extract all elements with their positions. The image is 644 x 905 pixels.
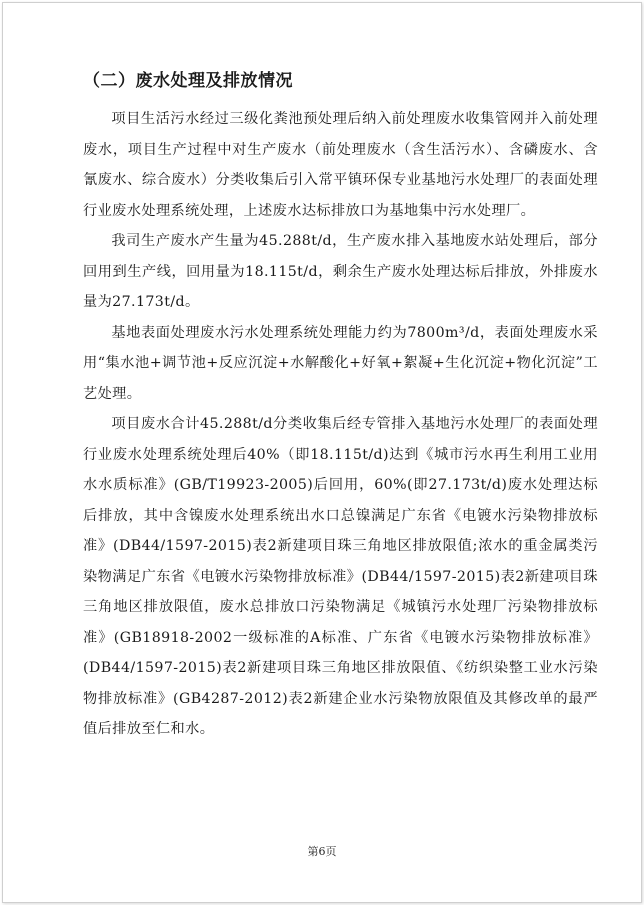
section-title: （二）废水处理及排放情况 [83, 71, 293, 91]
paragraph-discharge-standards: 项目废水合计45.288t/d分类收集后经专管排入基地污水处理厂的表面处理行业废水处理系统处理后40%（即18.115t/d)达到《城市污水再生利用工业用水水质标准》(GB/T19923-2005)后回用，60%(即27.173t/d)废水处理达标后排放，其中含镍废水处理系统出水口总镍满足广东省《电镀水污染物排放标准》(DB44/1597-2015)表2新建项目珠三角地区排放限值;浓水的重金属类污染物满足广东省《电镀水污染物排放标准》(DB44/1597-2015)表2新建项目珠三角地区排放限值，废水总排放口污染物满足《城镇污水处理厂污染物排放标准》(GB18918-2002一级标准的A标准、广东省《电镀水污染物排放标准》(DB44/1597-2015)表2新建项目珠三角地区排放限值、《纺织染整工业水污染物排放标准》(GB4287-2012)表2新建企业水污染物放限值及其修改单的最严值后排放至仁和水。 [83, 416, 598, 737]
page-number: 第6页 [307, 845, 337, 858]
paragraph-domestic-sewage: 项目生活污水经过三级化粪池预处理后纳入前处理废水收集管网并入前处理废水，项目生产过程中对生产废水（前处理废水（含生活污水）、含磷废水、含氰废水、综合废水）分类收集后引入常平镇环保专业基地污水处理厂的表面处理行业废水处理系统处理，上述废水达标排放口为基地集中污水处理厂。 [83, 111, 598, 219]
page-content [83, 68, 598, 745]
paragraph-treatment-capacity: 基地表面处理废水污水处理系统处理能力约为7800m³/d，表面处理废水采用“集水池+调节池+反应沉淀+水解酸化+好氧+絮凝+生化沉淀+物化沉淀”工艺处理。 [83, 324, 598, 402]
paragraph-wastewater-volume: 我司生产废水产生量为45.288t/d，生产废水排入基地废水站处理后，部分回用到生产线，回用量为18.115t/d，剩余生产废水处理达标后排放，外排废水量为27.173t/d。 [83, 233, 598, 310]
